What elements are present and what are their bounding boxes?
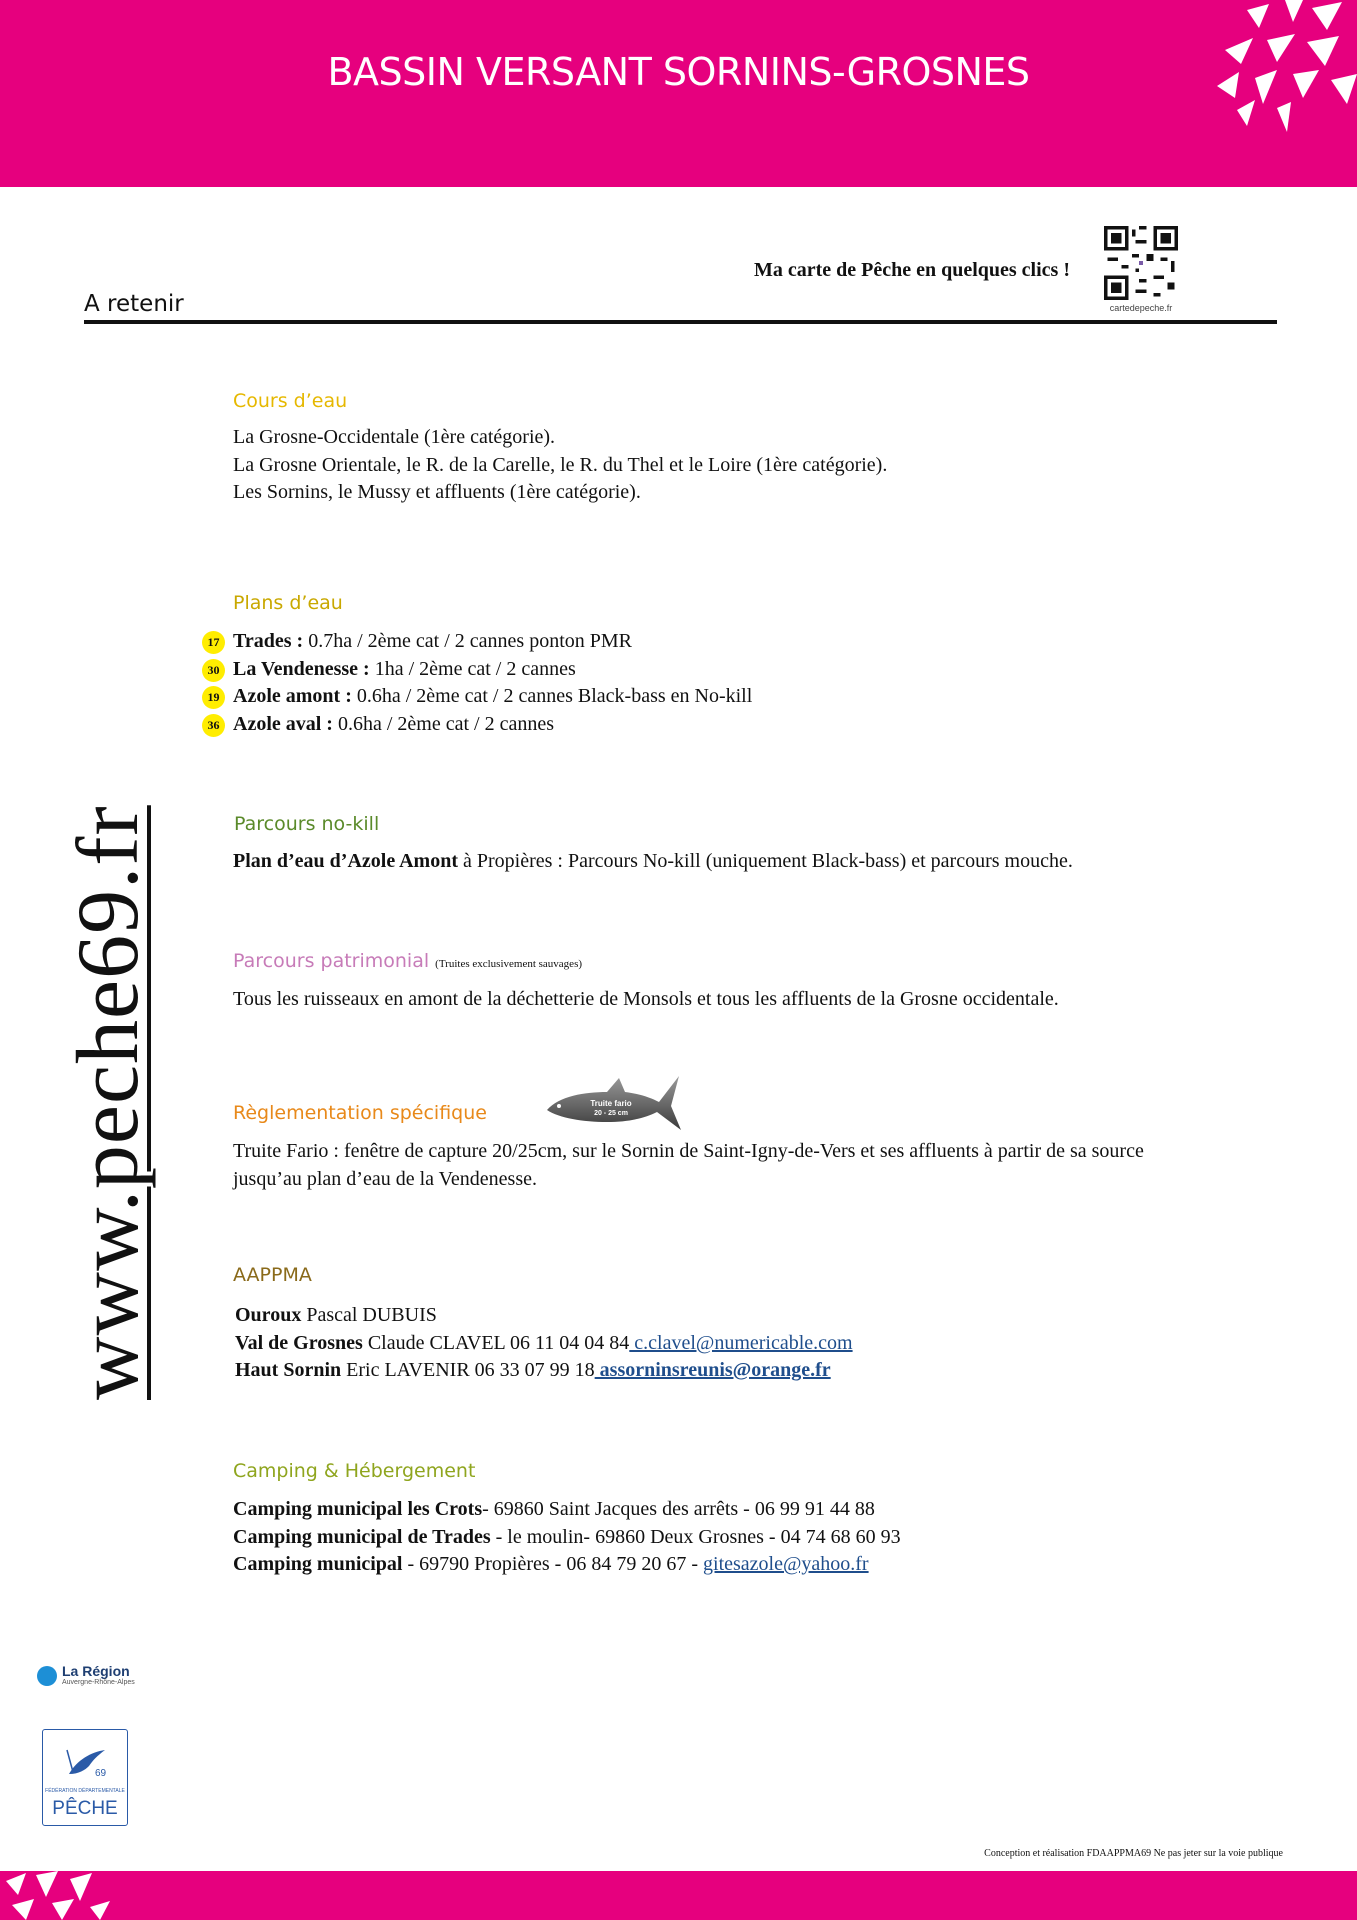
site-number-badge: 30 (202, 659, 225, 682)
decorative-shards (1207, 0, 1357, 140)
trout-fish-icon (545, 1072, 683, 1134)
list-item (233, 1496, 901, 1524)
section-title-camping: Camping & Hébergement (233, 1460, 476, 1482)
federation-peche-logo (42, 1729, 128, 1826)
list-item (235, 1330, 853, 1358)
no-kill-text (233, 848, 1073, 876)
aappma-contact: Pascal DUBUIS (301, 1304, 437, 1326)
email-link[interactable]: gitesazole@yahoo.fr (703, 1553, 869, 1575)
aappma-list (235, 1302, 853, 1385)
patrimonial-note: (Truites exclusivement sauvages) (435, 958, 583, 970)
list-item (235, 1357, 853, 1385)
camping-list (233, 1496, 901, 1579)
email-link[interactable]: c.clavel@numericable.com (629, 1331, 853, 1354)
divider (84, 320, 1277, 324)
decorative-shards-bottom (0, 1871, 120, 1920)
patrimonial-desc: Tous les ruisseaux en amont de la déchetterie de Monsols et tous les affluents de la Grosne occidentale. (233, 988, 1059, 1010)
aappma-name: Haut Sornin (235, 1359, 342, 1381)
qr-code[interactable] (1104, 226, 1178, 300)
section-title-aappma: AAPPMA (233, 1264, 312, 1286)
plan-name: Trades : (233, 630, 304, 652)
region-name: La Région (62, 1663, 130, 1679)
list-item (235, 1302, 853, 1330)
qr-caption: cartedepeche.fr (1109, 303, 1173, 313)
plan-desc: 0.6ha / 2ème cat / 2 cannes (332, 712, 555, 735)
side-website-url[interactable]: www.peche69.fr (60, 805, 157, 1400)
list-item (207, 683, 753, 711)
camping-details: - 69790 Propières - 06 84 79 20 67 - (402, 1553, 704, 1575)
plans-deau-list (207, 628, 753, 738)
patrimonial-title: Parcours patrimonial (233, 950, 430, 972)
patrimonial-text (233, 986, 1059, 1014)
plan-name: La Vendenesse : (233, 657, 370, 680)
plan-desc: 0.7ha / 2ème cat / 2 cannes ponton PMR (303, 630, 633, 652)
list-item (207, 656, 752, 684)
peche-number: 69 (95, 1768, 107, 1779)
list-item (233, 1524, 901, 1552)
cours-deau-list (233, 424, 887, 507)
reglementation-line: jusqu’au plan d’eau de la Vendenesse. (233, 1167, 537, 1190)
reglementation-line: Truite Fario : fenêtre de capture 20/25cm, sur le Sornin de Saint-Igny-de-Vers et ses affluents à partir de sa source (233, 1140, 1144, 1162)
region-logo (37, 1664, 135, 1687)
region-subtitle: Auvergne-Rhône-Alpes (62, 1679, 135, 1686)
aappma-name: Val de Grosnes (235, 1331, 363, 1354)
aappma-name: Ouroux (235, 1304, 302, 1326)
region-logo-icon (37, 1666, 57, 1686)
camping-name: Camping municipal de Trades (233, 1525, 491, 1548)
section-title-plans-deau: Plans d’eau (233, 592, 343, 614)
credits: Conception et réalisation FDAAPPMA69 Ne pas jeter sur la voie publique (984, 1848, 1283, 1859)
header-banner (0, 0, 1357, 187)
camping-name: Camping municipal (233, 1553, 403, 1575)
footer-band (0, 1871, 1357, 1920)
peche-federation-label: FÉDÉRATION DÉPARTEMENTALE (45, 1788, 125, 1794)
section-title-no-kill: Parcours no-kill (234, 813, 380, 835)
list-item (207, 628, 752, 656)
plan-desc: 1ha / 2ème cat / 2 cannes (369, 657, 576, 680)
list-item (207, 711, 752, 739)
plan-name: Azole aval : (233, 712, 333, 735)
cours-deau-line: Les Sornins, le Mussy et affluents (1ère catégorie). (233, 481, 641, 503)
cours-deau-line: La Grosne-Occidentale (1ère catégorie). (233, 426, 556, 448)
section-title-patrimonial (233, 950, 582, 972)
plan-desc: 0.6ha / 2ème cat / 2 cannes Black-bass en No-kill (351, 685, 753, 707)
section-title-reglementation: Règlementation spécifique (233, 1102, 487, 1124)
plan-name: Azole amont : (233, 685, 352, 707)
camping-name: Camping municipal les Crots (233, 1498, 483, 1520)
fish-label-size: 20 - 25 cm (594, 1110, 628, 1117)
no-kill-bold: Plan d’eau d’Azole Amont (233, 850, 458, 872)
email-link[interactable]: assorninsreunis@orange.fr (594, 1359, 831, 1381)
fish-label-species: Truite fario (590, 1099, 632, 1108)
region-logo-text (62, 1664, 135, 1687)
peche-word: PÊCHE (52, 1798, 118, 1819)
site-number-badge: 19 (202, 686, 225, 709)
site-number-badge: 36 (202, 714, 225, 737)
site-number-badge: 17 (202, 631, 225, 654)
reglementation-text (233, 1138, 1144, 1193)
page-title: BASSIN VERSANT SORNINS-GROSNES (327, 50, 1030, 94)
list-item (233, 1551, 901, 1579)
cours-deau-line: La Grosne Orientale, le R. de la Carelle, le R. du Thel et le Loire (1ère catégorie). (233, 453, 888, 476)
a-retenir-heading: A retenir (84, 291, 184, 317)
fish-hook-icon (43, 1730, 127, 1788)
aappma-contact: Eric LAVENIR 06 33 07 99 18 (341, 1359, 595, 1381)
no-kill-desc: à Propières : Parcours No-kill (uniquement Black-bass) et parcours mouche. (458, 850, 1073, 872)
camping-details: - 69860 Saint Jacques des arrêts - 06 99 91 44 88 (482, 1498, 875, 1520)
section-title-cours-deau: Cours d’eau (233, 390, 348, 412)
aappma-contact: Claude CLAVEL 06 11 04 04 84 (362, 1331, 630, 1354)
qr-tagline: Ma carte de Pêche en quelques clics ! (753, 259, 1070, 281)
camping-details: - le moulin- 69860 Deux Grosnes - 04 74 68 60 93 (490, 1525, 901, 1548)
